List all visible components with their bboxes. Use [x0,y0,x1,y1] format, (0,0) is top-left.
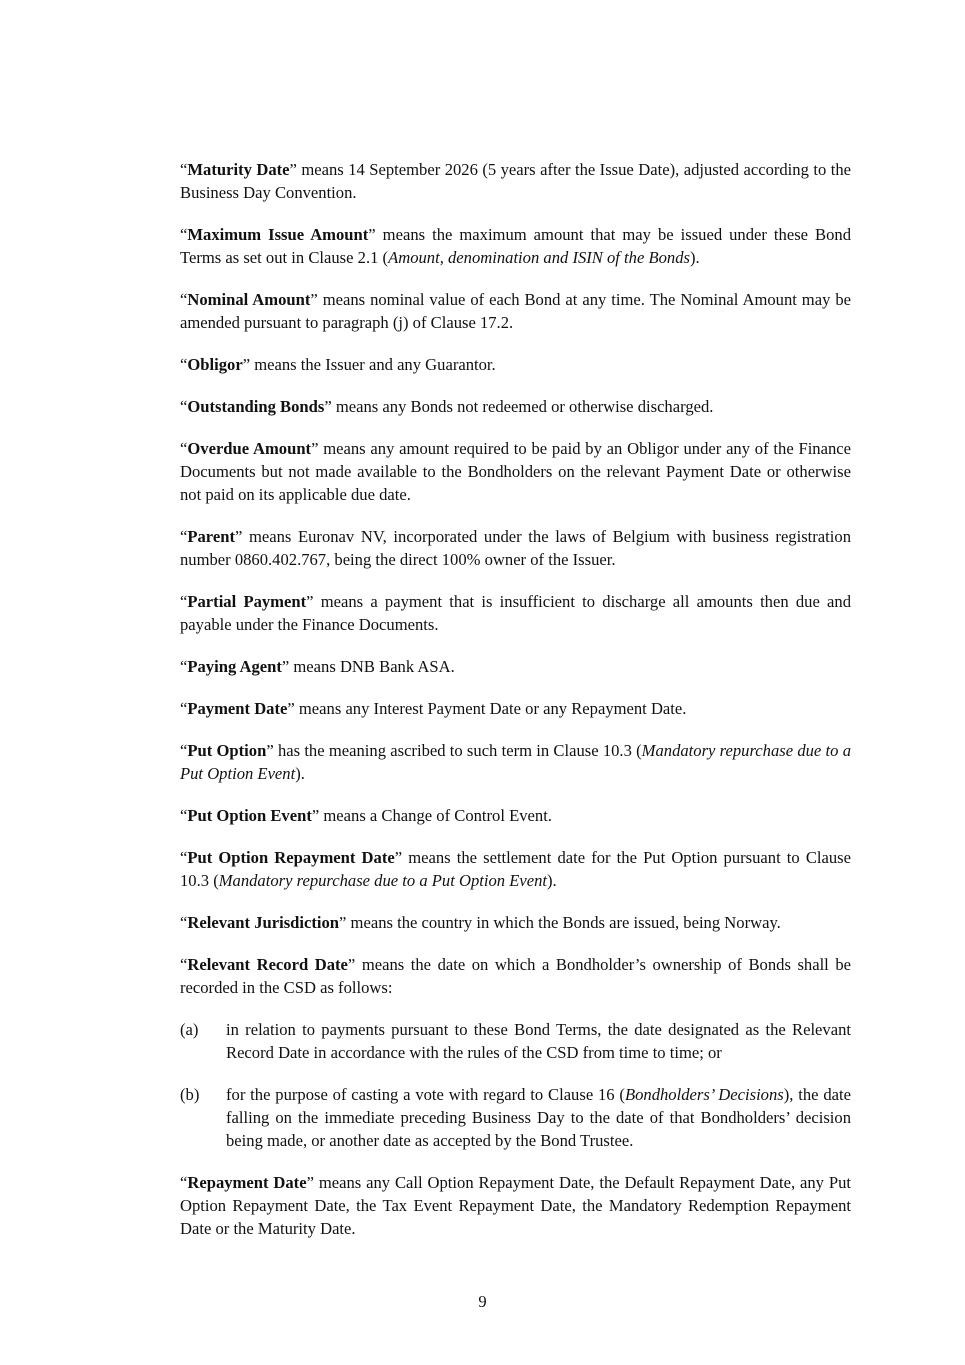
text-run: in relation to payments pursuant to these Bond Terms, the date designated as the Relevant Record Date in accordance with the rules of the CSD from time to time; or [226,1020,851,1062]
defined-term: Maximum Issue Amount [187,225,369,244]
text-run: means a payment that is insufficient to discharge all amounts then due and payable under the Finance Documents. [180,592,851,634]
sub-item-a [180,1018,851,1064]
sub-item-text [226,1018,851,1064]
defined-term: Relevant Jurisdiction [187,913,340,932]
definition-maturity-date: “Maturity Date” means 14 September 2026 (5 years after the Issue Date), adjusted according to the Business Day Convention. [180,160,851,202]
defined-term: Relevant Record Date [187,955,348,974]
text-run: means the maximum amount that may be issued under these Bond Terms as set out in Clause 2.1 ( [180,225,851,267]
italic-reference: Mandatory repurchase due to a Put Option Event [180,741,851,783]
sub-item-text [226,1083,851,1152]
text-run: means the settlement date for the Put Option pursuant to Clause 10.3 ( [180,848,851,890]
text-run: ), the date falling on the immediate preceding Business Day to the date of that Bondholders’ decision being made, or another date as accepted by the Bond Trustee. [226,1085,851,1150]
text-run: ). [547,871,557,890]
text-run: means any Interest Payment Date or any Repayment Date. [294,699,687,718]
text-run: means the date on which a Bondholder’s ownership of Bonds shall be recorded in the CSD as follows: [180,955,851,997]
definition-nominal-amount: “Nominal Amount” means nominal value of each Bond at any time. The Nominal Amount may be amended pursuant to paragraph (j) of Clause 17.2. [180,290,852,332]
defined-term: Repayment Date [187,1173,307,1192]
definition-payment-date: “Payment Date” means any Interest Payment Date or any Repayment Date. [180,699,687,718]
text-run: means any amount required to be paid by an Obligor under any of the Finance Documents but not made available to the Bondholders on the relevant Payment Date or otherwise not paid on its applicable due date. [180,439,852,504]
sub-item-label: (b) [180,1085,200,1104]
text-run: means any Bonds not redeemed or otherwise discharged. [331,397,714,416]
definition-partial-payment: “Partial Payment” means a payment that is insufficient to discharge all amounts then due and payable under the Finance Documents. [180,592,851,634]
defined-term: Parent [187,527,235,546]
text-run: means the country in which the Bonds are issued, being Norway. [346,913,781,932]
defined-term: Outstanding Bonds [187,397,325,416]
text-run: for the purpose of casting a vote with regard to Clause 16 ( [226,1085,625,1104]
definition-relevant-jurisdiction: “Relevant Jurisdiction” means the country in which the Bonds are issued, being Norway. [180,913,781,932]
text-run: means Euronav NV, incorporated under the laws of Belgium with business registration number 0860.402.767, being the direct 100% owner of the Issuer. [180,527,851,569]
italic-reference: Bondholders’ Decisions [624,1085,784,1104]
defined-term: Nominal Amount [187,290,311,309]
definitions-list [180,158,851,1259]
text-run: means the Issuer and any Guarantor. [250,355,496,374]
sub-item-b [180,1083,851,1152]
definition-repayment-date: “Repayment Date” means any Call Option Repayment Date, the Default Repayment Date, any Put Option Repayment Date, the Tax Event Repayment Date, the Mandatory Redemption Repayment Date or the Maturity Date. [180,1173,851,1238]
definition-relevant-record-date: “Relevant Record Date” means the date on which a Bondholder’s ownership of Bonds shall be recorded in the CSD as follows: [180,955,851,997]
definition-paying-agent: “Paying Agent” means DNB Bank ASA. [180,657,455,676]
defined-term: Put Option Repayment Date [187,848,395,867]
definition-put-option-event: “Put Option Event” means a Change of Control Event. [180,806,552,825]
text-run: means a Change of Control Event. [319,806,552,825]
definition-overdue-amount: “Overdue Amount” means any amount required to be paid by an Obligor under any of the Finance Documents but not made available to the Bondholders on the relevant Payment Date or otherwise not paid on its applicable due date. [180,439,852,504]
text-run: has the meaning ascribed to such term in Clause 10.3 ( [273,741,642,760]
definition-maximum-issue-amount: “Maximum Issue Amount” means the maximum amount that may be issued under these Bond Terms as set out in Clause 2.1 (Amount, denomination and ISIN of the Bonds). [180,225,851,267]
definition-put-option-repayment-date: “Put Option Repayment Date” means the settlement date for the Put Option pursuant to Clause 10.3 (Mandatory repurchase due to a Put Option Event). [180,848,851,890]
text-run: means any Call Option Repayment Date, the Default Repayment Date, any Put Option Repayment Date, the Tax Event Repayment Date, the Mandatory Redemption Repayment Date or the Maturity Date. [180,1173,851,1238]
defined-term: Paying Agent [187,657,282,676]
text-run: means 14 September 2026 (5 years after the Issue Date), adjusted according to the Business Day Convention. [180,160,851,202]
defined-term: Overdue Amount [187,439,312,458]
italic-reference: Mandatory repurchase due to a Put Option Event [218,871,547,890]
defined-term: Put Option [187,741,267,760]
definition-obligor: “Obligor” means the Issuer and any Guarantor. [180,355,496,374]
defined-term: Partial Payment [187,592,307,611]
text-run: ). [689,248,700,267]
text-run: means DNB Bank ASA. [289,657,455,676]
page-number: 9 [478,1292,487,1311]
definition-put-option: “Put Option” has the meaning ascribed to such term in Clause 10.3 (Mandatory repurchase due to a Put Option Event). [180,741,851,783]
defined-term: Maturity Date [187,160,290,179]
defined-term: Obligor [187,355,243,374]
defined-term: Put Option Event [187,806,312,825]
defined-term: Payment Date [187,699,288,718]
text-run: ). [295,764,305,783]
definition-parent: “Parent” means Euronav NV, incorporated under the laws of Belgium with business registration number 0860.402.767, being the direct 100% owner of the Issuer. [180,527,851,569]
definition-outstanding-bonds: “Outstanding Bonds” means any Bonds not redeemed or otherwise discharged. [180,397,714,416]
sub-item-label: (a) [180,1020,199,1039]
text-run: means nominal value of each Bond at any time. The Nominal Amount may be amended pursuant to paragraph (j) of Clause 17.2. [180,290,852,332]
italic-reference: Amount, denomination and ISIN of the Bonds [388,248,690,267]
